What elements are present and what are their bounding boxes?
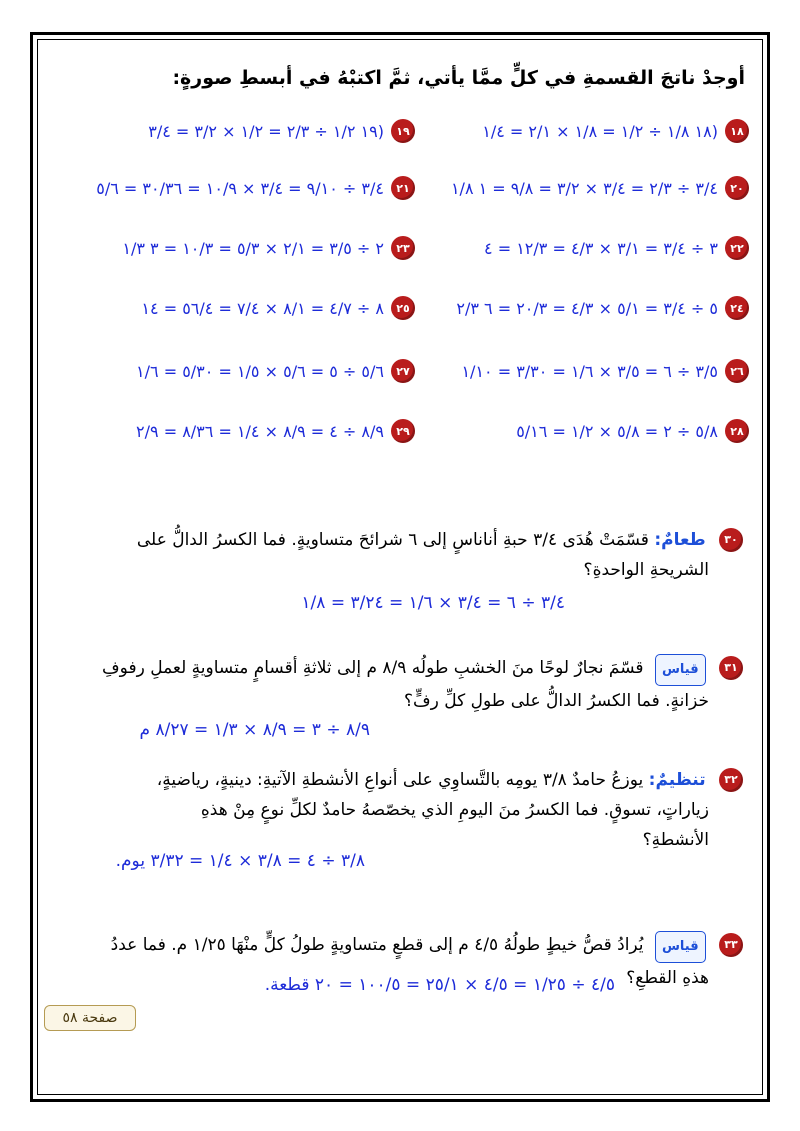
word-problem-text: زياراتٍ، تسوقٍ. فما الكسرُ منَ اليومِ الذي يخصّصهُ حامدٌ لكلِّ نوعٍ مِنْ هذهِ <box>200 800 709 820</box>
word-problem-31 <box>102 653 743 716</box>
word-problem-answer: ٨/٩ ÷ ٣ = ٨/٩ × ١/٣ = ٨/٢٧ م <box>139 720 370 740</box>
exercise-23 <box>122 227 415 269</box>
page-content <box>45 45 755 1086</box>
exercise-row <box>45 410 755 452</box>
word-problem-30 <box>137 525 743 585</box>
exercise-number-badge: ٢٨ <box>725 419 749 443</box>
exercise-solution: ٨/٩ ÷ ٤ = ٨/٩ × ١/٤ = ٨/٣٦ = ٢/٩ <box>136 421 384 441</box>
exercise-number-badge: ٢٥ <box>391 296 415 320</box>
word-problem-answer: ٤/٥ ÷ ١/٢٥ = ٤/٥ × ٢٥/١ = ١٠٠/٥ = ٢٠ قطعة. <box>264 975 615 995</box>
exercise-number-badge: ٣٠ <box>719 528 743 552</box>
word-problem-32 <box>157 765 743 855</box>
qiyas-tag: قياس <box>655 931 706 963</box>
exercise-solution: ٥/٨ ÷ ٢ = ٥/٨ × ١/٢ = ٥/١٦ <box>516 421 718 441</box>
word-problem-heading: تنظيمٌ: <box>648 770 706 790</box>
word-problem-text: قسّمَتْ هُدَى ٣/٤ حبةِ أناناسٍ إلى ٦ شرائحَ متساويةٍ. فما الكسرُ الدالُّ على <box>136 530 649 550</box>
exercise-20 <box>451 167 749 209</box>
exercise-number-badge: ٢٧ <box>391 359 415 383</box>
exercise-22 <box>484 227 749 269</box>
word-problem-text: خزانةٍ. فما الكسرُ الدالُّ على طولِ كلِّ رفٍّ؟ <box>404 691 709 711</box>
exercise-row <box>45 227 755 269</box>
exercise-number-badge: ٢٠ <box>725 176 749 200</box>
word-problem-text: الأنشطةِ؟ <box>642 830 709 850</box>
exercise-number-badge: ٢٢ <box>725 236 749 260</box>
exercise-row <box>45 287 755 329</box>
word-problem-answer: ٣/٨ ÷ ٤ = ٣/٨ × ١/٤ = ٣/٣٢ يوم. <box>115 851 365 871</box>
exercise-21 <box>96 167 415 209</box>
word-problem-text: يوزعُ حامدٌ ٣/٨ يومِه بالتَّساوِي على أنواعِ الأنشطةِ الآتيةِ: دينيةٍ، رياضيةٍ، <box>156 770 644 790</box>
exercise-solution: ٣/٤ ÷ ٩/١٠ = ٣/٤ × ١٠/٩ = ٣٠/٣٦ = ٥/٦ <box>96 178 384 198</box>
word-problem-text: قسّمَ نجارٌ لوحًا منَ الخشبِ طولُه ٨/٩ م إلى ثلاثةِ أقسامٍ متساويةٍ لعملِ رفوفِ <box>102 658 644 678</box>
exercise-number-badge: ٣٢ <box>719 768 743 792</box>
exercise-25 <box>141 287 415 329</box>
exercise-row <box>45 110 755 152</box>
instruction-text: أوجدْ ناتجَ القسمةِ في كلٍّ ممَّا يأتي، ثمَّ اكتبْهُ في أبسطِ صورةٍ: <box>172 67 745 89</box>
exercise-row <box>45 167 755 209</box>
exercise-number-badge: ٣٣ <box>719 933 743 957</box>
exercise-26 <box>461 350 749 392</box>
word-problem-heading: طعامٌ: <box>654 530 706 550</box>
exercise-row <box>45 350 755 392</box>
word-problem-text: يُرادُ قصُّ خيطٍ طولُهُ ٤/٥ م إلى قطعٍ متساويةٍ طولُ كلٍّ منْهَا ١/٢٥ م. فما عددُ <box>110 935 644 955</box>
page-number-label: صفحة ٥٨ <box>44 1005 136 1031</box>
exercise-solution: (١٩ ١/٢ ÷ ٢/٣ = ١/٢ × ٣/٢ = ٣/٤ <box>148 121 384 141</box>
exercise-solution: ٣ ÷ ٣/٤ = ٣/١ × ٤/٣ = ١٢/٣ = ٤ <box>484 238 718 258</box>
word-problem-text: هذهِ القطعِ؟ <box>626 968 709 988</box>
exercise-number-badge: ١٨ <box>725 119 749 143</box>
exercise-29 <box>136 410 415 452</box>
exercise-solution: ٣/٥ ÷ ٦ = ٣/٥ × ١/٦ = ٣/٣٠ = ١/١٠ <box>461 361 718 381</box>
exercise-18 <box>482 110 749 152</box>
word-problem-text: الشريحةِ الواحدةِ؟ <box>583 560 709 580</box>
qiyas-tag: قياس <box>655 654 706 686</box>
exercise-number-badge: ٢٣ <box>391 236 415 260</box>
exercise-number-badge: ٢٩ <box>391 419 415 443</box>
exercise-number-badge: ٢٤ <box>725 296 749 320</box>
exercise-number-badge: ٣١ <box>719 656 743 680</box>
exercise-24 <box>456 287 749 329</box>
exercise-solution: ٣/٤ ÷ ٢/٣ = ٣/٤ × ٣/٢ = ٩/٨ = ١ ١/٨ <box>450 178 718 198</box>
exercise-27 <box>136 350 415 392</box>
exercise-number-badge: ١٩ <box>391 119 415 143</box>
exercise-solution: (١٨ ١/٨ ÷ ١/٢ = ١/٨ × ٢/١ = ١/٤ <box>482 121 718 141</box>
exercise-number-badge: ٢١ <box>391 176 415 200</box>
word-problem-answer: ٣/٤ ÷ ٦ = ٣/٤ × ١/٦ = ٣/٢٤ = ١/٨ <box>301 593 565 613</box>
exercise-19 <box>148 110 415 152</box>
exercise-solution: ٨ ÷ ٤/٧ = ٨/١ × ٧/٤ = ٥٦/٤ = ١٤ <box>141 298 384 318</box>
exercise-number-badge: ٢٦ <box>725 359 749 383</box>
exercise-solution: ٥ ÷ ٣/٤ = ٥/١ × ٤/٣ = ٢٠/٣ = ٦ ٢/٣ <box>456 298 718 318</box>
exercise-solution: ٢ ÷ ٣/٥ = ٢/١ × ٥/٣ = ١٠/٣ = ٣ ١/٣ <box>122 238 384 258</box>
exercise-28 <box>516 410 749 452</box>
exercise-solution: ٥/٦ ÷ ٥ = ٥/٦ × ١/٥ = ٥/٣٠ = ١/٦ <box>136 361 384 381</box>
